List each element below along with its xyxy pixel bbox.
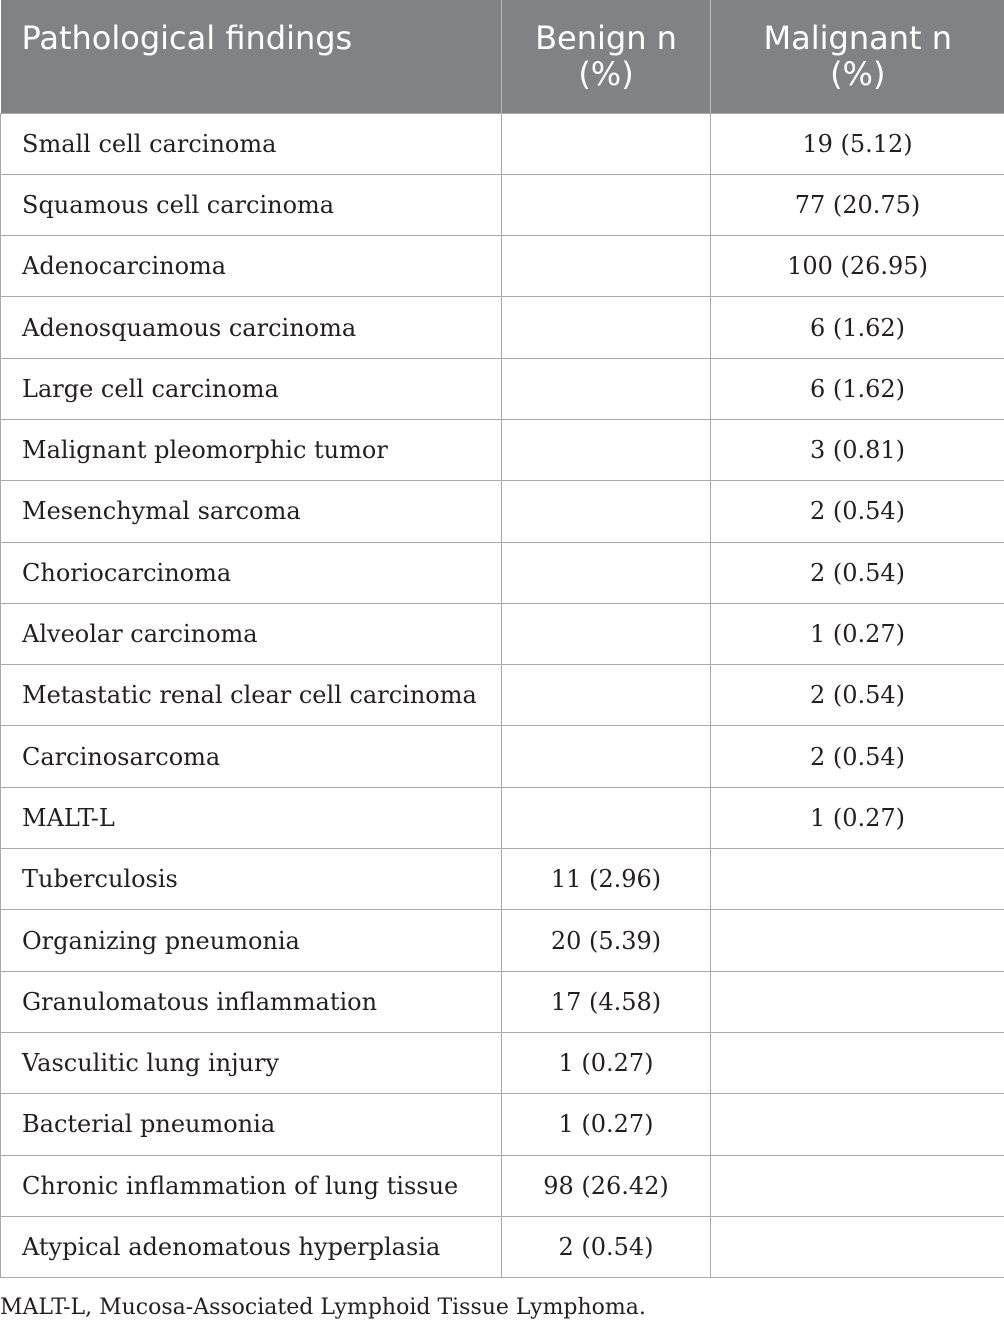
- benign-cell: [502, 113, 711, 174]
- finding-cell: Granulomatous inflammation: [1, 971, 502, 1032]
- header-pathological-findings: [1, 0, 502, 113]
- table-row: [1, 849, 1004, 910]
- malignant-cell: [711, 910, 1004, 971]
- benign-cell: [502, 236, 711, 297]
- finding-cell: Vasculitic lung injury: [1, 1032, 502, 1093]
- finding-cell: Chronic inflammation of lung tissue: [1, 1155, 502, 1216]
- malignant-cell: 2 (0.54): [711, 665, 1004, 726]
- malignant-cell: 1 (0.27): [711, 787, 1004, 848]
- benign-cell: [502, 174, 711, 235]
- malignant-cell: 6 (1.62): [711, 358, 1004, 419]
- benign-cell: [502, 542, 711, 603]
- benign-cell: [502, 419, 711, 480]
- finding-cell: Metastatic renal clear cell carcinoma: [1, 665, 502, 726]
- table-row: [1, 910, 1004, 971]
- finding-cell: Malignant pleomorphic tumor: [1, 419, 502, 480]
- table-row: [1, 1155, 1004, 1216]
- finding-cell: Atypical adenomatous hyperplasia: [1, 1216, 502, 1277]
- header-benign-line1: Benign n: [535, 19, 677, 57]
- finding-cell: Squamous cell carcinoma: [1, 174, 502, 235]
- malignant-cell: [711, 1155, 1004, 1216]
- table-row: [1, 481, 1004, 542]
- benign-cell: [502, 358, 711, 419]
- finding-cell: Adenosquamous carcinoma: [1, 297, 502, 358]
- finding-cell: Alveolar carcinoma: [1, 603, 502, 664]
- malignant-cell: 1 (0.27): [711, 603, 1004, 664]
- header-benign-line2: (%): [578, 55, 634, 93]
- benign-cell: [502, 603, 711, 664]
- benign-cell: [502, 665, 711, 726]
- header-row: [1, 0, 1004, 113]
- malignant-cell: 3 (0.81): [711, 419, 1004, 480]
- finding-cell: Choriocarcinoma: [1, 542, 502, 603]
- finding-cell: Small cell carcinoma: [1, 113, 502, 174]
- header-malignant-line1: Malignant n: [763, 19, 952, 57]
- benign-cell: [502, 726, 711, 787]
- benign-cell: [502, 481, 711, 542]
- table-row: [1, 297, 1004, 358]
- table-row: [1, 1094, 1004, 1155]
- table-row: [1, 787, 1004, 848]
- benign-cell: [502, 787, 711, 848]
- table-footnote: MALT-L, Mucosa-Associated Lymphoid Tissue Lymphoma.: [0, 1295, 646, 1320]
- finding-cell: Organizing pneumonia: [1, 910, 502, 971]
- benign-cell: 20 (5.39): [502, 910, 711, 971]
- benign-cell: 17 (4.58): [502, 971, 711, 1032]
- table-body: [1, 113, 1004, 1278]
- table-row: [1, 665, 1004, 726]
- malignant-cell: [711, 1032, 1004, 1093]
- table-row: [1, 113, 1004, 174]
- table-row: [1, 603, 1004, 664]
- finding-cell: Carcinosarcoma: [1, 726, 502, 787]
- benign-cell: 98 (26.42): [502, 1155, 711, 1216]
- table-row: [1, 1032, 1004, 1093]
- table-row: [1, 236, 1004, 297]
- table-row: [1, 542, 1004, 603]
- malignant-cell: [711, 849, 1004, 910]
- finding-cell: Adenocarcinoma: [1, 236, 502, 297]
- header-pathological-findings-label: Pathological findings: [21, 19, 353, 57]
- benign-cell: 1 (0.27): [502, 1094, 711, 1155]
- finding-cell: MALT-L: [1, 787, 502, 848]
- table-row: [1, 358, 1004, 419]
- malignant-cell: 19 (5.12): [711, 113, 1004, 174]
- header-benign: [502, 0, 711, 113]
- malignant-cell: 6 (1.62): [711, 297, 1004, 358]
- benign-cell: 1 (0.27): [502, 1032, 711, 1093]
- finding-cell: Mesenchymal sarcoma: [1, 481, 502, 542]
- table-row: [1, 174, 1004, 235]
- malignant-cell: [711, 971, 1004, 1032]
- finding-cell: Tuberculosis: [1, 849, 502, 910]
- malignant-cell: 2 (0.54): [711, 726, 1004, 787]
- table-row: [1, 419, 1004, 480]
- malignant-cell: 2 (0.54): [711, 542, 1004, 603]
- finding-cell: Bacterial pneumonia: [1, 1094, 502, 1155]
- malignant-cell: [711, 1216, 1004, 1277]
- table-header: [1, 0, 1004, 113]
- table-row: [1, 1216, 1004, 1277]
- table-row: [1, 971, 1004, 1032]
- benign-cell: [502, 297, 711, 358]
- header-malignant-line2: (%): [830, 55, 886, 93]
- finding-cell: Large cell carcinoma: [1, 358, 502, 419]
- benign-cell: 11 (2.96): [502, 849, 711, 910]
- malignant-cell: 77 (20.75): [711, 174, 1004, 235]
- header-malignant: [711, 0, 1004, 113]
- malignant-cell: 2 (0.54): [711, 481, 1004, 542]
- malignant-cell: 100 (26.95): [711, 236, 1004, 297]
- benign-cell: 2 (0.54): [502, 1216, 711, 1277]
- table-row: [1, 726, 1004, 787]
- malignant-cell: [711, 1094, 1004, 1155]
